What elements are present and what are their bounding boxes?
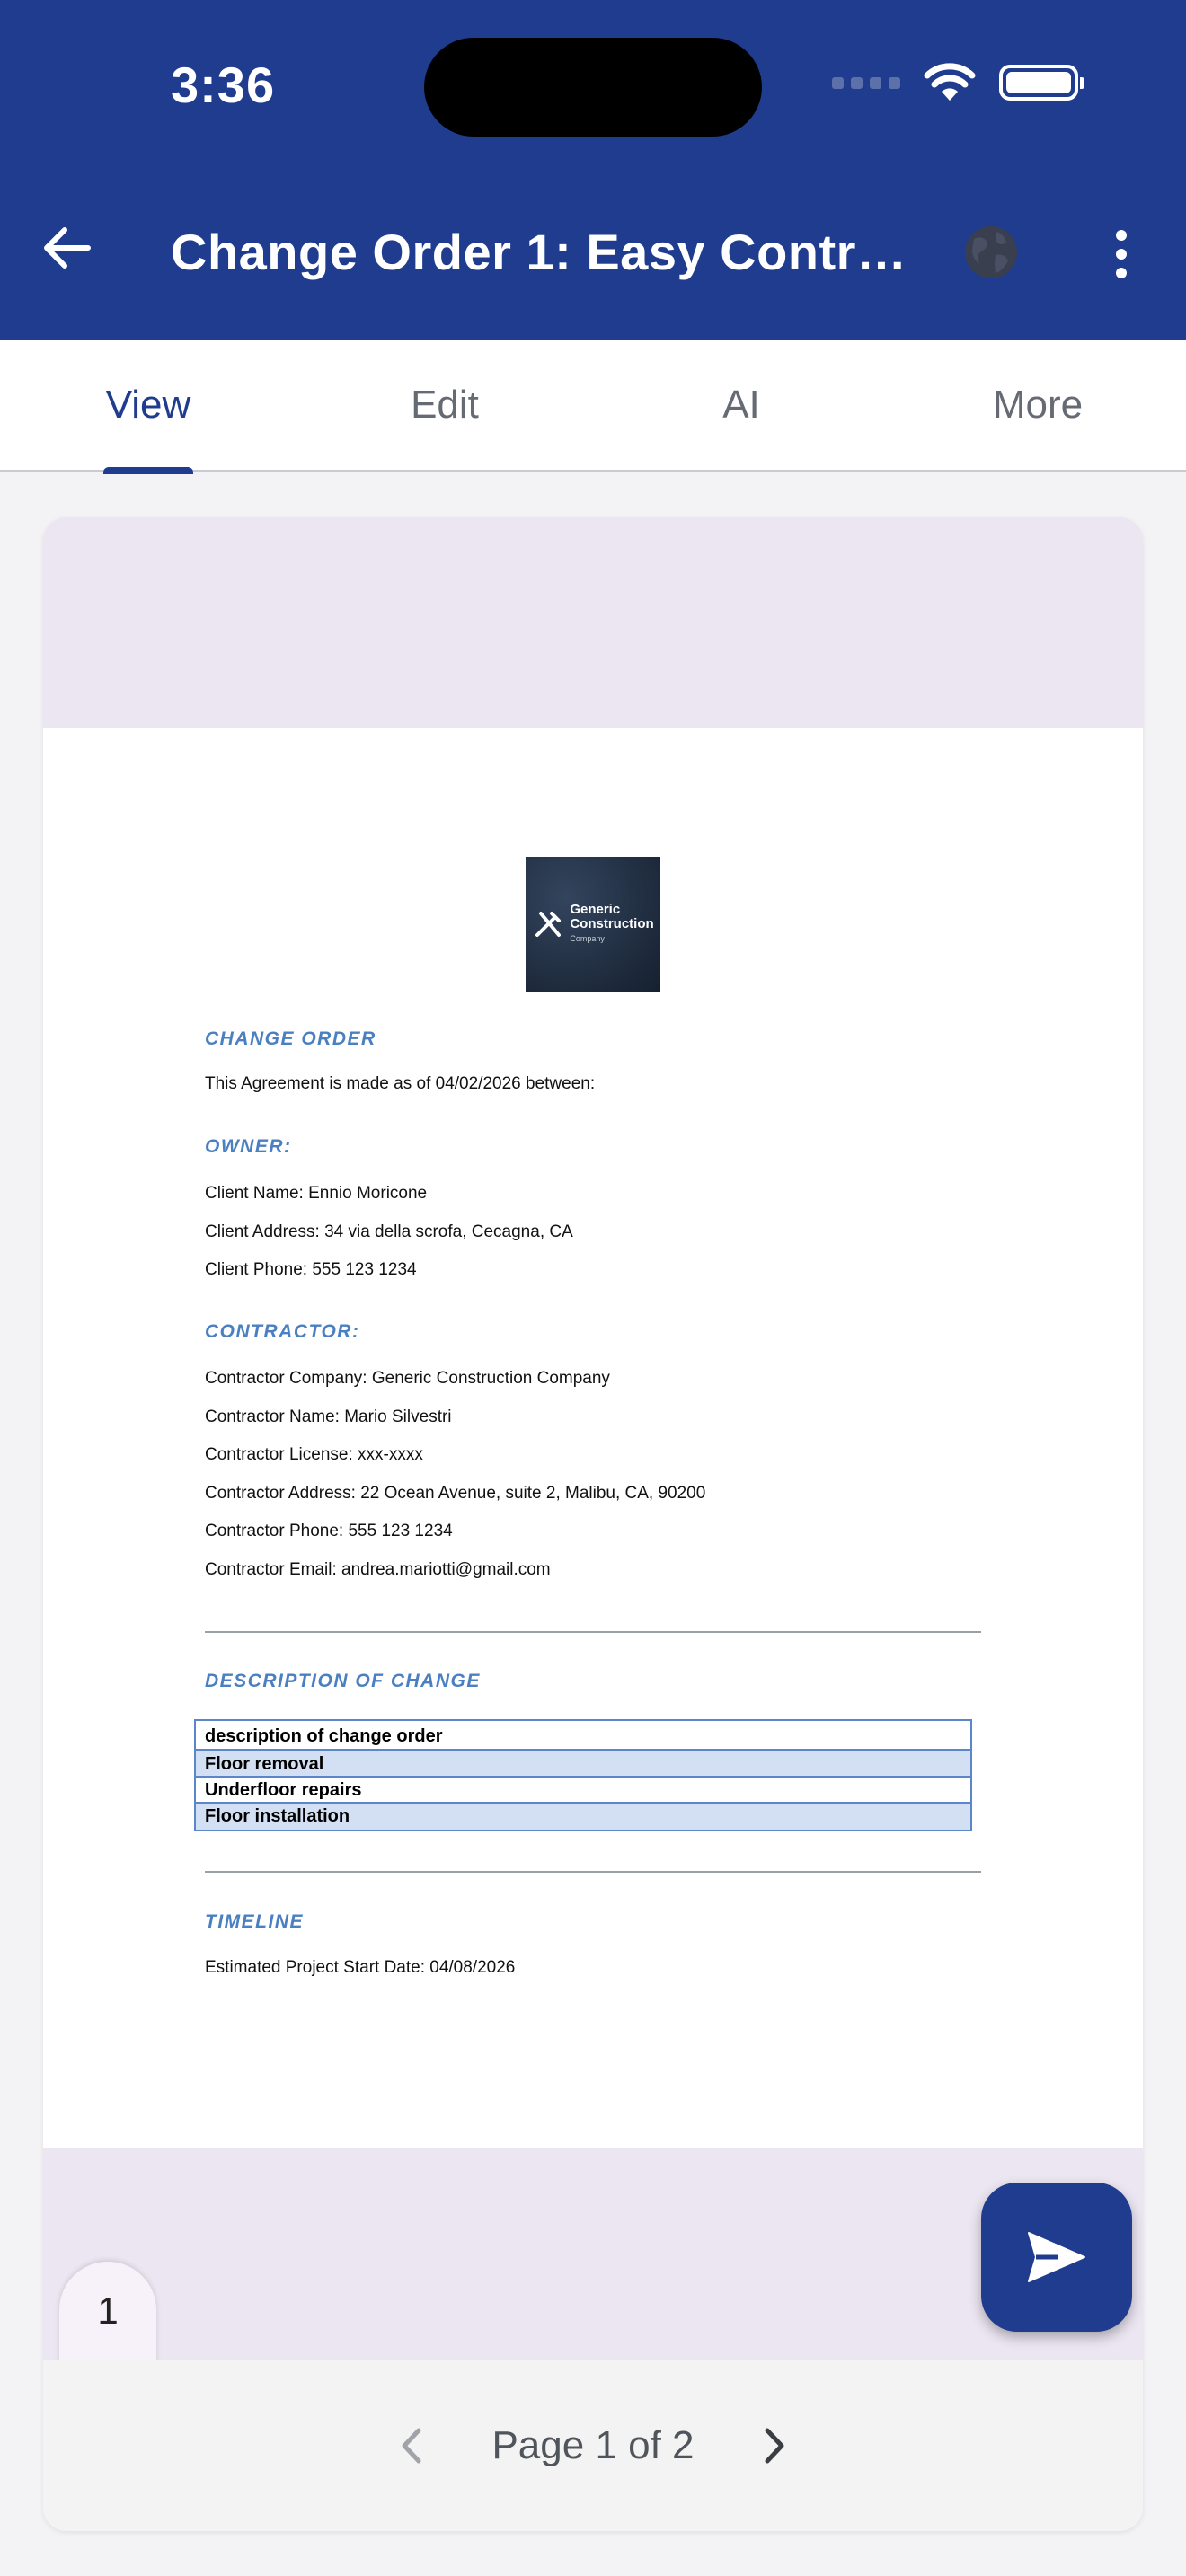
section-divider [205,1871,981,1873]
next-page-button[interactable] [748,2419,802,2473]
arrow-left-icon [41,225,92,270]
tab-edit[interactable]: Edit [411,382,479,427]
tab-more[interactable]: More [992,382,1084,427]
status-time: 3:36 [171,57,276,113]
table-row: Floor installation [196,1804,970,1830]
document-viewer[interactable] [43,517,1143,2531]
company-logo [526,857,660,992]
app-bar [0,0,1186,340]
globe-icon [961,223,1021,282]
table-header: description of change order [196,1721,970,1751]
tab-bar [0,340,1186,472]
contractor-license: Contractor License: xxx-xxxx [205,1445,423,1464]
battery-icon [999,65,1078,101]
cellular-signal-icon [832,77,900,89]
agreement-text: This Agreement is made as of 04/02/2026 between: [205,1074,596,1093]
more-vert-icon [1116,230,1127,241]
timeline-heading: TIMELINE [205,1911,304,1932]
contractor-heading: CONTRACTOR: [205,1321,360,1342]
contractor-email: Contractor Email: andrea.mariotti@gmail.com [205,1560,551,1579]
timeline-text: Estimated Project Start Date: 04/08/2026 [205,1958,516,1977]
owner-heading: OWNER: [205,1136,292,1157]
more-menu-button[interactable] [1096,225,1146,284]
send-icon [1025,2229,1088,2285]
change-order-heading: CHANGE ORDER [205,1028,376,1049]
dynamic-island [424,38,762,137]
tab-view[interactable]: View [0,340,296,470]
description-heading: DESCRIPTION OF CHANGE [205,1671,481,1691]
chevron-right-icon [762,2427,789,2465]
tab-ai[interactable]: AI [722,382,760,427]
logo-line-2: Construction [570,916,654,931]
send-button[interactable] [981,2183,1132,2332]
logo-line-1: Generic [570,902,621,917]
page-indicator: Page 1 of 2 [491,2423,695,2467]
pagination-bar [43,2360,1143,2531]
status-icons [832,63,1078,102]
table-row: Floor removal [196,1751,970,1778]
description-table [194,1719,972,1831]
wifi-icon [924,63,976,102]
contractor-company: Contractor Company: Generic Construction Company [205,1369,610,1388]
contractor-name: Contractor Name: Mario Silvestri [205,1407,452,1426]
document-page [43,728,1143,2148]
globe-button[interactable] [961,223,1021,282]
hammer-wrench-icon [532,908,564,940]
logo-line-3: Company [570,934,605,943]
back-button[interactable] [34,216,99,280]
contractor-phone: Contractor Phone: 555 123 1234 [205,1522,453,1540]
section-divider [205,1631,981,1633]
page-number-chip[interactable]: 1 [59,2262,156,2369]
client-phone: Client Phone: 555 123 1234 [205,1260,417,1279]
contractor-address: Contractor Address: 22 Ocean Avenue, suite 2, Malibu, CA, 90200 [205,1484,706,1503]
previous-page-button[interactable] [384,2419,438,2473]
client-name: Client Name: Ennio Moricone [205,1184,428,1203]
client-address: Client Address: 34 via della scrofa, Cecagna, CA [205,1222,573,1241]
table-row: Underfloor repairs [196,1778,970,1804]
document-title: Change Order 1: Easy Contr… [171,224,907,280]
chevron-left-icon [397,2427,424,2465]
